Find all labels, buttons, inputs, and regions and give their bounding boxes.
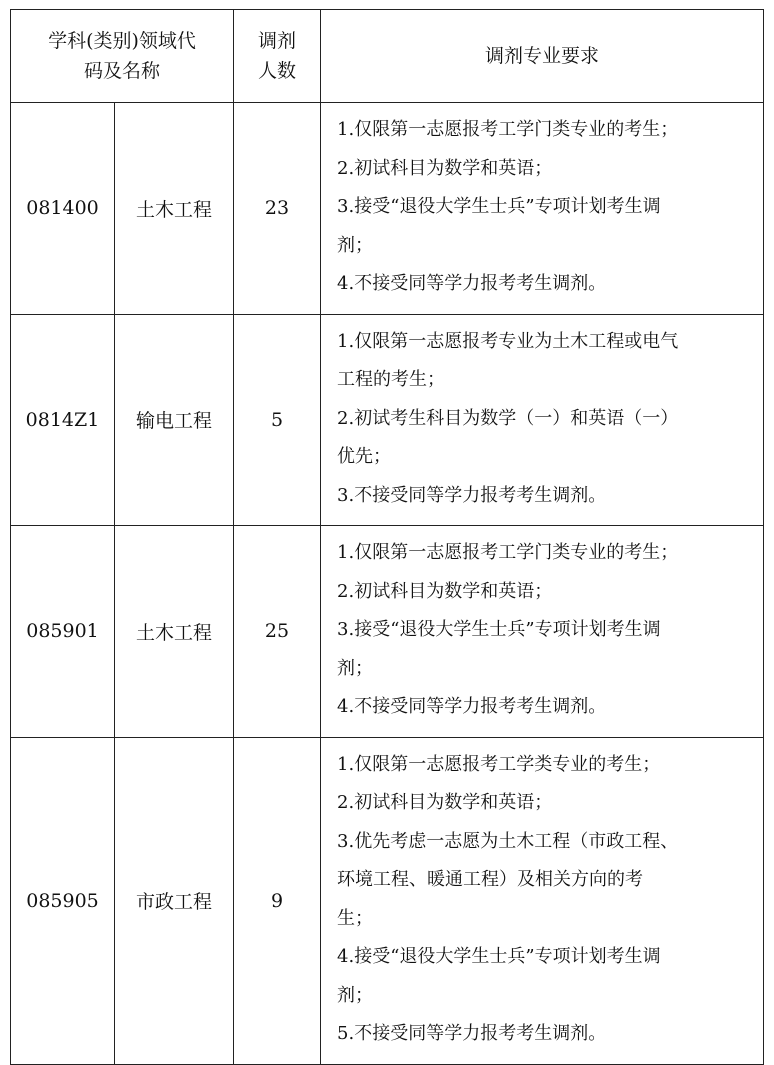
adjustment-count: 9 [234,737,321,1064]
table-row [11,103,764,315]
header-discipline-line2: 码及名称 [84,60,161,82]
requirement-line: 3.接受“退役大学生士兵”专项计划考生调 [337,619,661,640]
requirement-line: 1.仅限第一志愿报考工学门类专业的考生； [337,119,679,140]
requirement-line: 3.接受“退役大学生士兵”专项计划考生调 [337,196,661,217]
requirement-line: 剂； [337,984,374,1006]
adjustment-count: 23 [234,103,321,315]
discipline-code: 085901 [11,526,115,738]
requirement-line: 1.仅限第一志愿报考专业为土木工程或电气 [337,330,679,352]
requirement-line: 3.不接受同等学力报考考生调剂。 [337,484,607,506]
discipline-name: 市政工程 [115,737,234,1064]
requirement-line: 2.初试考生科目为数学（一）和英语（一） [337,407,679,429]
requirement-line: 2.初试科目为数学和英语； [337,580,553,602]
discipline-name: 土木工程 [115,103,234,315]
header-discipline-line1: 学科(类别)领域代 [48,30,196,52]
header-count-line2: 人数 [258,60,297,82]
requirement-line: 4.不接受同等学力报考考生调剂。 [337,273,607,294]
table-row [11,526,764,738]
discipline-code: 0814Z1 [11,314,115,526]
requirements-cell [321,314,764,526]
requirement-line: 4.接受“退役大学生士兵”专项计划考生调 [337,946,661,967]
requirement-line: 3.优先考虑一志愿为土木工程（市政工程、 [337,830,679,852]
requirement-line: 生； [337,907,374,929]
requirement-line: 2.初试科目为数学和英语； [337,157,553,179]
adjustment-table [10,9,764,1065]
discipline-name: 输电工程 [115,314,234,526]
header-requirements: 调剂专业要求 [321,10,764,103]
header-count [234,10,321,103]
table-row [11,737,764,1064]
table-header-row [11,10,764,103]
requirements-cell [321,526,764,738]
requirement-line: 剂； [337,234,374,256]
adjustment-count: 25 [234,526,321,738]
adjustment-count: 5 [234,314,321,526]
requirement-line: 5.不接受同等学力报考考生调剂。 [337,1023,607,1044]
requirement-line: 1.仅限第一志愿报考工学类专业的考生； [337,753,661,775]
table-row [11,314,764,526]
requirement-line: 4.不接受同等学力报考考生调剂。 [337,696,607,717]
requirement-line: 1.仅限第一志愿报考工学门类专业的考生； [337,542,679,563]
requirement-line: 工程的考生； [337,369,446,390]
requirement-line: 剂； [337,657,374,679]
header-discipline [11,10,234,103]
discipline-code: 081400 [11,103,115,315]
header-count-line1: 调剂 [258,30,297,52]
discipline-code: 085905 [11,737,115,1064]
discipline-name: 土木工程 [115,526,234,738]
requirement-line: 2.初试科目为数学和英语； [337,792,553,813]
requirements-cell [321,103,764,315]
requirements-cell [321,737,764,1064]
requirement-line: 优先； [337,446,392,467]
requirement-line: 环境工程、暖通工程）及相关方向的考 [337,869,644,890]
